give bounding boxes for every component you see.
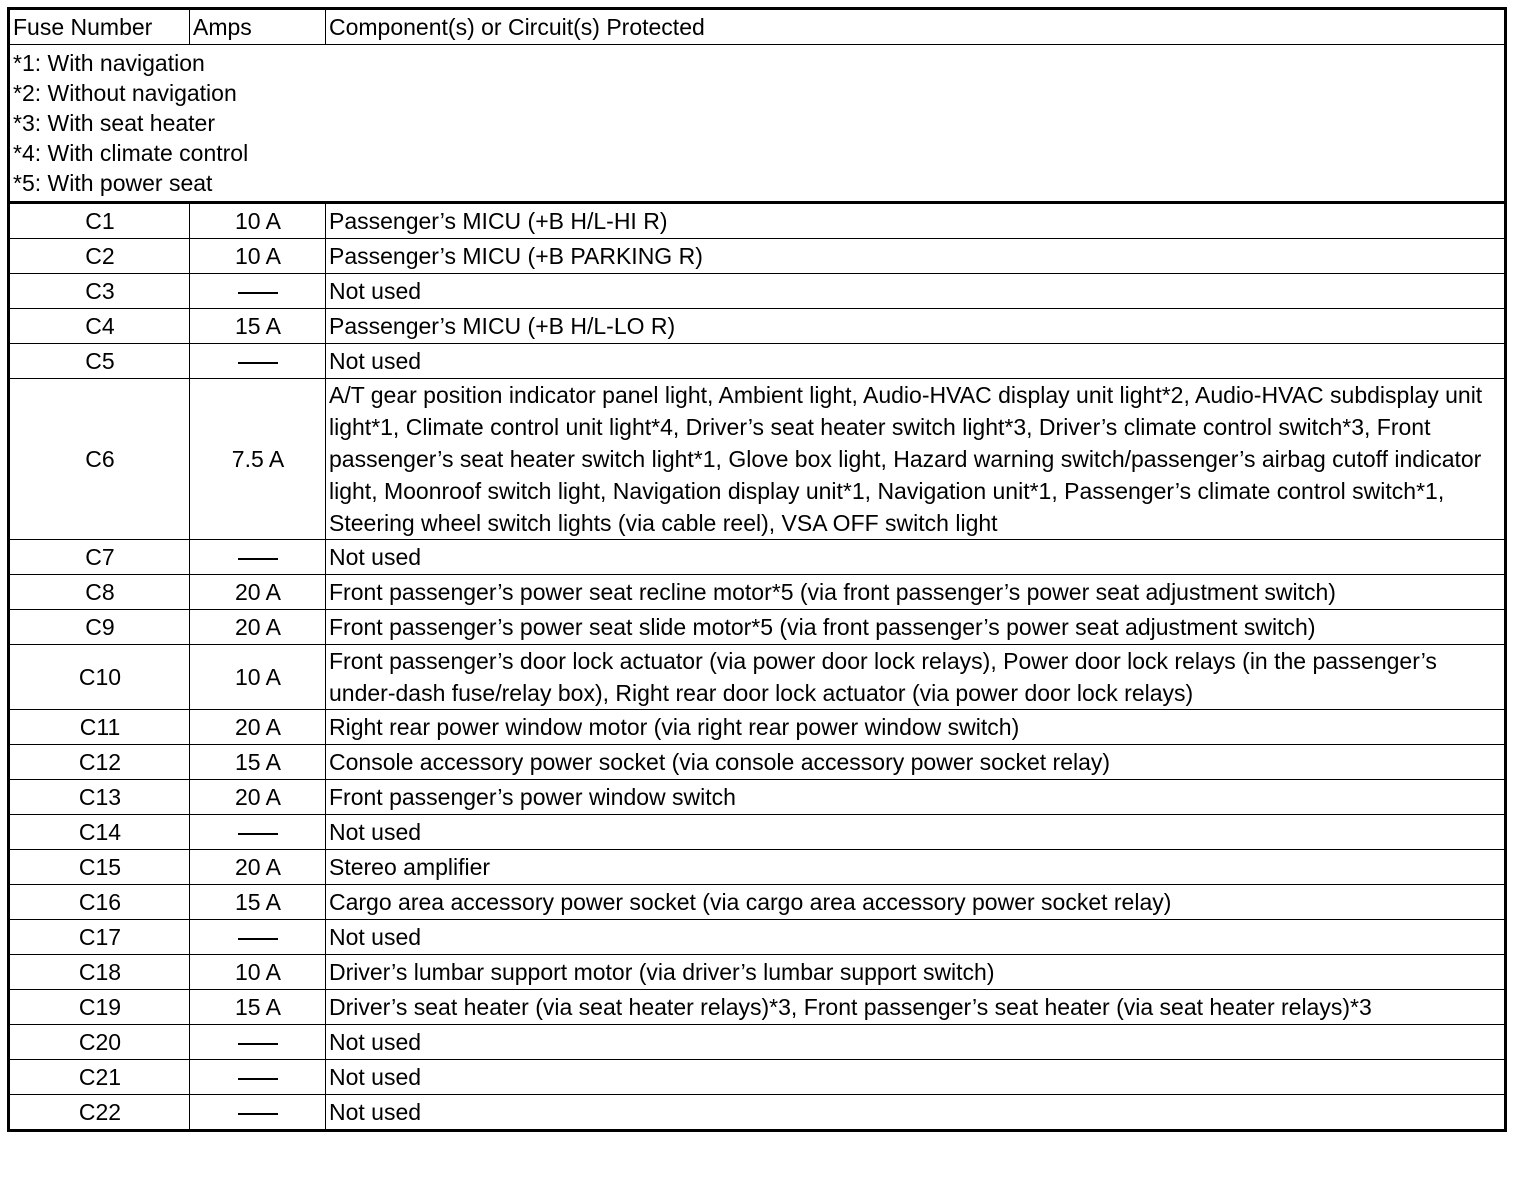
not-used-dash [238,1113,278,1115]
amps-cell: 15 A [190,745,326,780]
component-cell: Not used [326,920,1506,955]
component-cell: A/T gear position indicator panel light, Ambient light, Audio-HVAC display unit light*2, Audio-HVAC subdisplay unit light*1, Climate control unit light*4, Driver’s seat heater switch light*3, Driver’s climate control switch*3, Front passenger’s seat heater switch light*1, Glove box light, Hazard warning switch/passenger’s airbag cutoff indicator light, Moonroof switch light, Navigation display unit*1, Navigation unit*1, Passenger’s climate control switch*1, Steering wheel switch lights (via cable reel), VSA OFF switch light [326,379,1506,540]
amps-cell: 7.5 A [190,379,326,540]
fuse-number-cell: C15 [9,850,190,885]
fuse-number-cell: C14 [9,815,190,850]
component-cell: Front passenger’s power seat slide motor*5 (via front passenger’s power seat adjustment switch) [326,610,1506,645]
component-cell: Not used [326,1025,1506,1060]
note-4: *4: With climate control [13,140,249,166]
fuse-number-cell: C4 [9,309,190,344]
table-row [9,1095,1506,1131]
fuse-number-cell: C17 [9,920,190,955]
amps-cell [190,1095,326,1131]
fuse-number-cell: C9 [9,610,190,645]
component-cell: Right rear power window motor (via right rear power window switch) [326,710,1506,745]
table-row [9,239,1506,274]
table-row [9,815,1506,850]
header-amps: Amps [190,9,326,45]
fuse-number-cell: C2 [9,239,190,274]
amps-cell [190,344,326,379]
fuse-number-cell: C21 [9,1060,190,1095]
not-used-dash [238,558,278,560]
amps-cell [190,274,326,309]
component-cell: Driver’s lumbar support motor (via driver’s lumbar support switch) [326,955,1506,990]
table-row [9,203,1506,239]
table-row [9,1060,1506,1095]
fuse-number-cell: C22 [9,1095,190,1131]
component-cell: Front passenger’s door lock actuator (via power door lock relays), Power door lock relays (in the passenger’s under-dash fuse/relay box), Right rear door lock actuator (via power door lock relays) [326,645,1506,710]
component-cell: Not used [326,815,1506,850]
table-row [9,885,1506,920]
amps-cell: 10 A [190,645,326,710]
table-row [9,1025,1506,1060]
not-used-dash [238,1043,278,1045]
component-cell: Not used [326,344,1506,379]
amps-cell: 15 A [190,309,326,344]
header-component: Component(s) or Circuit(s) Protected [326,9,1506,45]
component-cell: Passenger’s MICU (+B H/L-LO R) [326,309,1506,344]
table-row [9,274,1506,309]
table-row [9,955,1506,990]
amps-cell: 20 A [190,575,326,610]
component-cell: Not used [326,1095,1506,1131]
note-1: *1: With navigation [13,50,205,76]
header-fuse-number: Fuse Number [9,9,190,45]
amps-cell: 20 A [190,710,326,745]
amps-cell: 15 A [190,990,326,1025]
component-cell: Stereo amplifier [326,850,1506,885]
fuse-number-cell: C7 [9,540,190,575]
component-cell: Not used [326,540,1506,575]
table-row [9,540,1506,575]
amps-cell: 10 A [190,955,326,990]
amps-cell: 10 A [190,239,326,274]
note-3: *3: With seat heater [13,110,215,136]
component-cell: Front passenger’s power window switch [326,780,1506,815]
table-row [9,610,1506,645]
table-row [9,990,1506,1025]
component-cell: Console accessory power socket (via console accessory power socket relay) [326,745,1506,780]
fuse-number-cell: C8 [9,575,190,610]
not-used-dash [238,938,278,940]
fuse-number-cell: C13 [9,780,190,815]
fuse-number-cell: C20 [9,1025,190,1060]
table-row [9,710,1506,745]
amps-cell: 20 A [190,610,326,645]
fuse-number-cell: C6 [9,379,190,540]
fuse-number-cell: C3 [9,274,190,309]
not-used-dash [238,833,278,835]
amps-cell [190,1025,326,1060]
amps-cell [190,815,326,850]
fuse-number-cell: C11 [9,710,190,745]
amps-cell [190,920,326,955]
not-used-dash [238,292,278,294]
table-row [9,920,1506,955]
not-used-dash [238,1078,278,1080]
not-used-dash [238,362,278,364]
table-row [9,575,1506,610]
component-cell: Driver’s seat heater (via seat heater relays)*3, Front passenger’s seat heater (via seat heater relays)*3 [326,990,1506,1025]
fuse-number-cell: C12 [9,745,190,780]
component-cell: Passenger’s MICU (+B PARKING R) [326,239,1506,274]
fuse-number-cell: C19 [9,990,190,1025]
table-row [9,309,1506,344]
component-cell: Front passenger’s power seat recline motor*5 (via front passenger’s power seat adjustment switch) [326,575,1506,610]
amps-cell: 15 A [190,885,326,920]
component-cell: Passenger’s MICU (+B H/L-HI R) [326,203,1506,239]
component-cell: Cargo area accessory power socket (via cargo area accessory power socket relay) [326,885,1506,920]
fuse-number-cell: C1 [9,203,190,239]
note-5: *5: With power seat [13,170,213,196]
table-row [9,745,1506,780]
fuse-number-cell: C10 [9,645,190,710]
header-row [9,9,1506,45]
component-cell: Not used [326,274,1506,309]
amps-cell [190,1060,326,1095]
table-row [9,344,1506,379]
amps-cell: 10 A [190,203,326,239]
fuse-table [7,7,1507,1132]
notes-cell [9,45,1506,203]
table-row [9,645,1506,710]
table-row [9,780,1506,815]
notes-row [9,45,1506,203]
amps-cell: 20 A [190,780,326,815]
amps-cell: 20 A [190,850,326,885]
fuse-number-cell: C16 [9,885,190,920]
fuse-number-cell: C5 [9,344,190,379]
table-row [9,850,1506,885]
component-cell: Not used [326,1060,1506,1095]
table-row [9,379,1506,540]
amps-cell [190,540,326,575]
fuse-number-cell: C18 [9,955,190,990]
fuse-table-body [9,9,1506,1131]
note-2: *2: Without navigation [13,80,237,106]
